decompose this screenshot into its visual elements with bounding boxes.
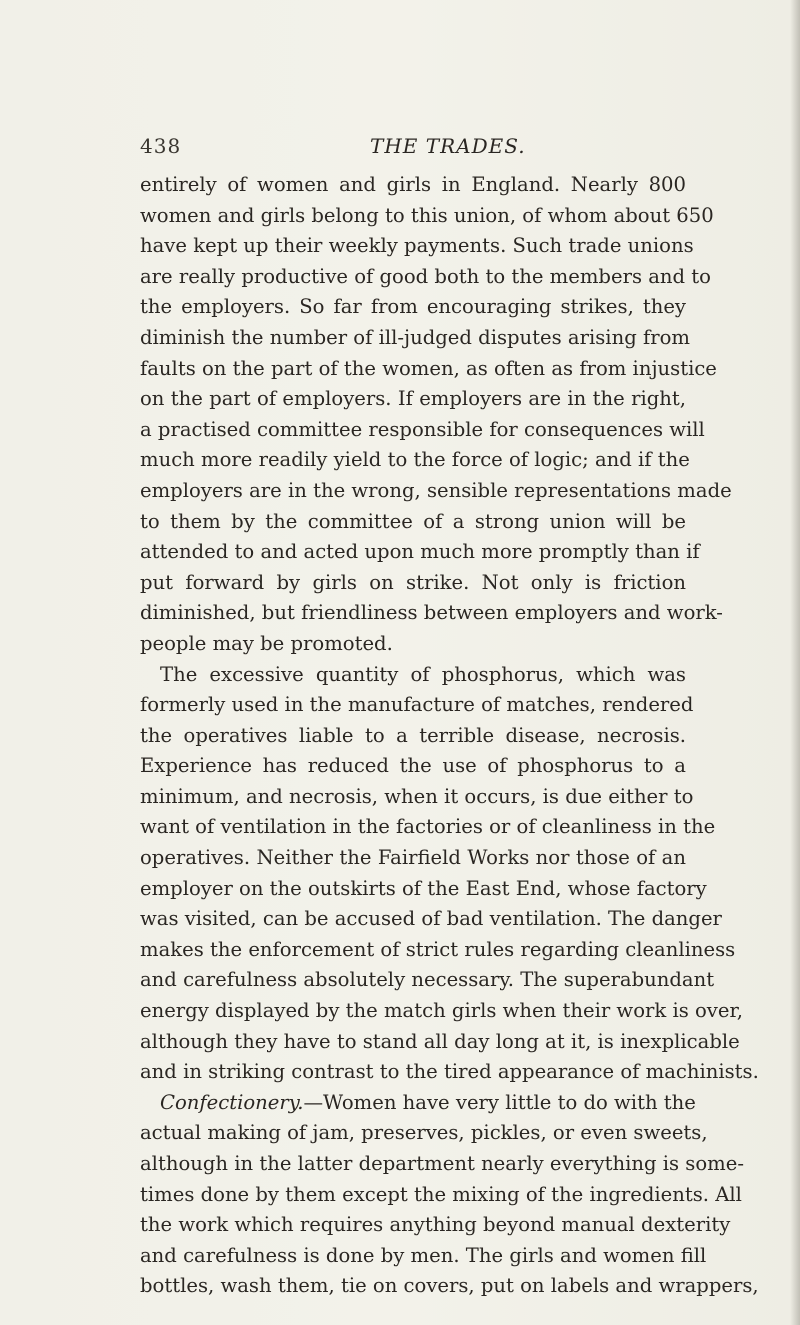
text-line: employer on the outskirts of the East End, whose factory (140, 876, 707, 900)
text-line: much more readily yield to the force of logic; and if the (140, 448, 690, 472)
text-line: the employers. So far from encouraging strikes, they (140, 295, 686, 319)
text-line: minimum, and necrosis, when it occurs, is due either to (140, 784, 694, 808)
text-line: on the part of employers. If employers are in the right, (140, 387, 686, 411)
text-line: times done by them except the mixing of the ingredients. All (140, 1182, 742, 1206)
text-line: actual making of jam, preserves, pickles, or even sweets, (140, 1121, 708, 1145)
text-line: are really productive of good both to the members and to (140, 264, 711, 288)
text-line: diminish the number of ill-judged disputes arising from (140, 325, 690, 349)
text-line: makes the enforcement of strict rules regarding cleanliness (140, 937, 736, 961)
text-line: formerly used in the manufacture of matches, rendered (140, 693, 694, 717)
section-first-line (140, 1088, 696, 1119)
paragraph-end-line: people may be promoted. (140, 631, 393, 655)
text-line: a practised committee responsible for consequences will (140, 417, 705, 441)
text-line: bottles, wash them, tie on covers, put on labels and wrappers, (140, 1274, 759, 1298)
text-line: entirely of women and girls in England. Nearly 800 (140, 173, 686, 196)
text-line: have kept up their weekly payments. Such trade unions (140, 234, 694, 258)
text-line: want of ventilation in the factories or of cleanliness in the (140, 815, 716, 839)
text-line: although they have to stand all day long at it, is inexplicable (140, 1029, 740, 1053)
text-line: was visited, can be accused of bad ventilation. The danger (140, 907, 722, 931)
page-number: 438 (140, 134, 182, 158)
text-line: the operatives liable to a terrible disease, necrosis. (140, 723, 686, 747)
text-line: although in the latter department nearly everything is some- (140, 1152, 744, 1175)
text-line: and in striking contrast to the tired appearance of machinists. (140, 1060, 759, 1084)
text-line: operatives. Neither the Fairfield Works nor those of an (140, 846, 686, 870)
text-line: to them by the committee of a strong union will be (140, 509, 686, 533)
text-line: put forward by girls on strike. Not only is friction (140, 570, 686, 594)
text-line: attended to and acted upon much more promptly than if (140, 540, 700, 564)
running-head (140, 134, 680, 164)
body-text (140, 170, 759, 1310)
section-first-line-text: —Women have very little to do with the (303, 1090, 696, 1114)
text-line: the work which requires anything beyond manual dexterity (140, 1213, 731, 1237)
text-line: employers are in the wrong, sensible representations made (140, 478, 732, 502)
running-title: THE TRADES. (370, 134, 526, 158)
text-line: Experience has reduced the use of phosphorus to a (140, 754, 686, 778)
text-line: and carefulness is done by men. The girls and women fill (140, 1243, 707, 1267)
paragraph-first-line: The excessive quantity of phosphorus, which was (160, 662, 686, 686)
text-line: and carefulness absolutely necessary. The superabundant (140, 968, 715, 992)
section-heading: Confectionery. (160, 1090, 304, 1114)
page-edge-shadow (790, 0, 800, 1325)
text-line: women and girls belong to this union, of whom about 650 (140, 203, 714, 227)
text-line: diminished, but friendliness between employers and work- (140, 601, 723, 625)
text-line: energy displayed by the match girls when their work is over, (140, 999, 743, 1023)
text-line: faults on the part of the women, as often as from injustice (140, 356, 717, 380)
